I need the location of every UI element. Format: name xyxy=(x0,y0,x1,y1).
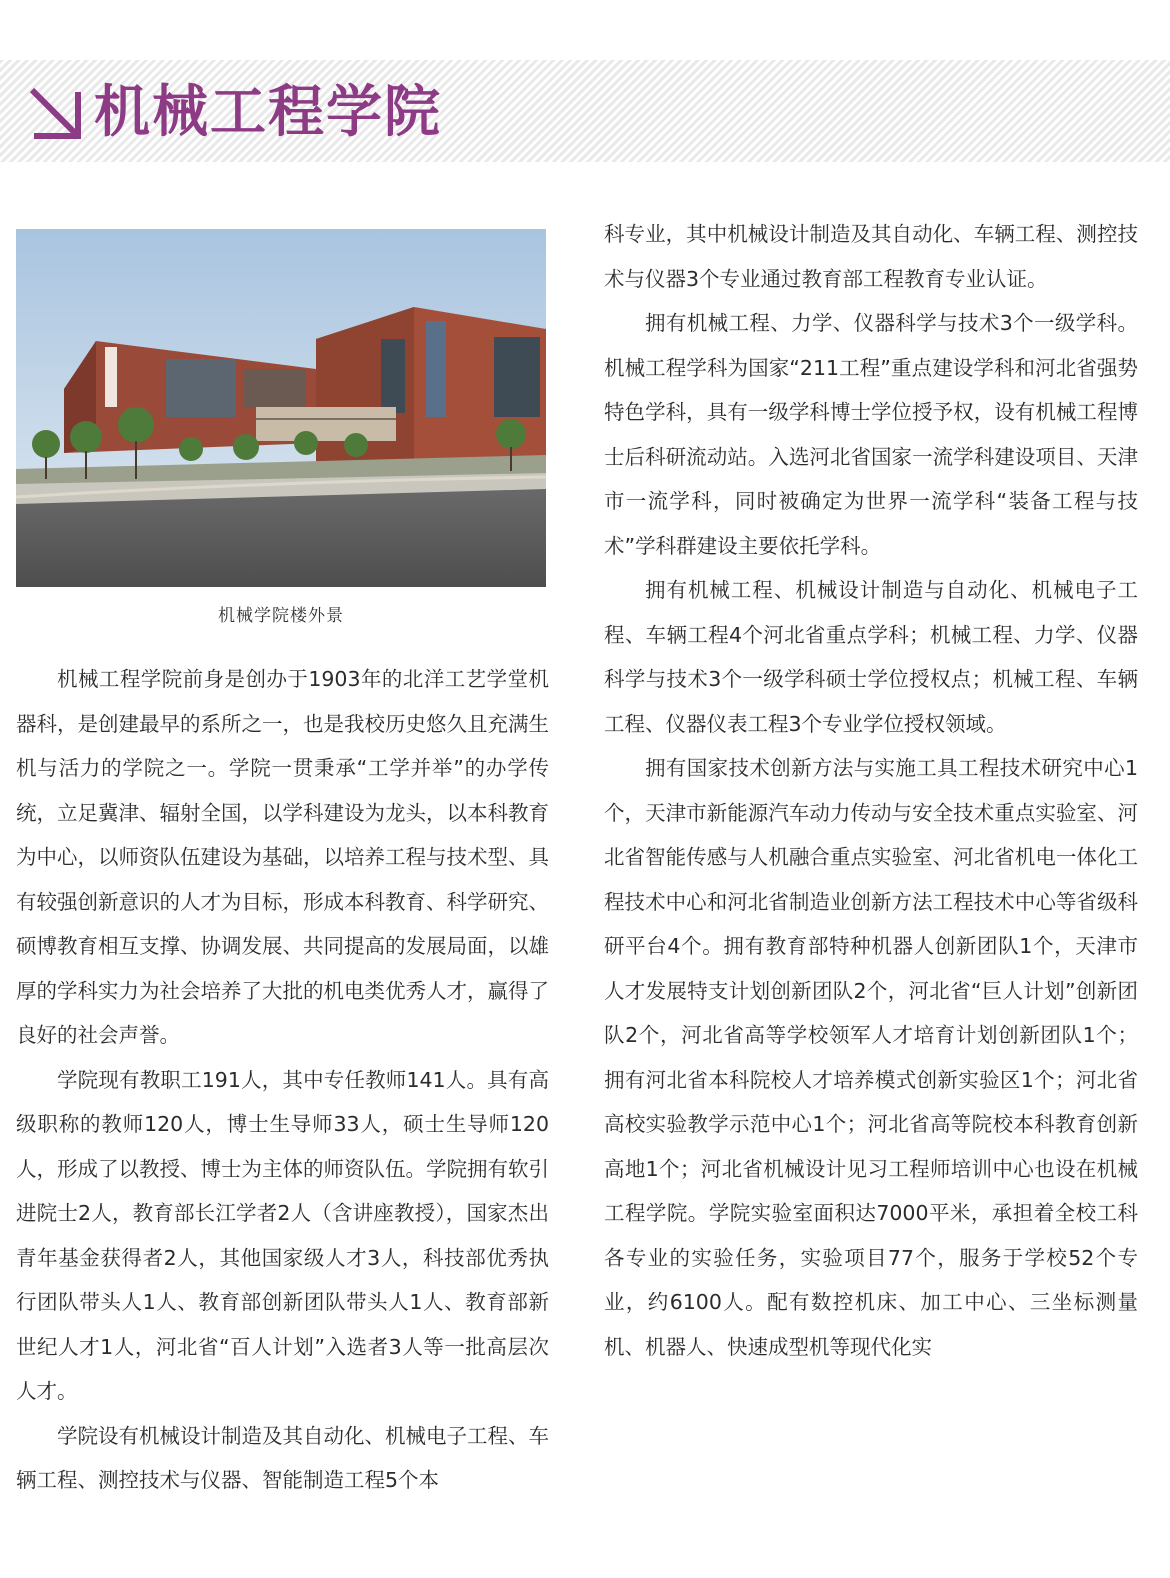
paragraph-platforms: 拥有国家技术创新方法与实施工具工程技术研究中心1个，天津市新能源汽车动力传动与安全技术重点实验室、河北省智能传感与人机融合重点实验室、河北省机电一体化工程技术中心和河北省制造业创新方法工程技术中心等省级科研平台4个。拥有教育部特种机器人创新团队1个，天津市人才发展特支计划创新团队2个，河北省“巨人计划”创新团队2个，河北省高等学校领军人才培育计划创新团队1个；拥有河北省本科院校人才培养模式创新实验区1个；河北省高校实验教学示范中心1个；河北省高等院校本科教育创新高地1个；河北省机械设计见习工程师培训中心也设在机械工程学院。学院实验室面积达7000平米，承担着全校工科各专业的实验任务，实验项目77个，服务于学校52个专业，约6100人。配有数控机床、加工中心、三坐标测量机、机器人、快速成型机等现代化实 xyxy=(604,756,1138,1359)
building-sign xyxy=(105,347,117,407)
left-column xyxy=(16,657,549,1503)
page-title: 机械工程学院 xyxy=(94,80,442,145)
paragraph-majors-continued: 科专业，其中机械设计制造及其自动化、车辆工程、测控技术与仪器3个专业通过教育部工程教育专业认证。 xyxy=(604,222,1138,291)
right-column xyxy=(604,212,1138,1369)
paragraph-faculty: 学院现有教职工191人，其中专任教师141人。具有高级职称的教师120人，博士生导师33人，硕士生导师120人，形成了以教授、博士为主体的师资队伍。学院拥有软引进院士2人，教育部长江学者2人（含讲座教授），国家杰出青年基金获得者2人，其他国家级人才3人，科技部优秀执行团队带头人1人、教育部创新团队带头人1人、教育部新世纪人才1人，河北省“百人计划”入选者3人等一批高层次人才。 xyxy=(16,1067,549,1403)
photo-caption: 机械学院楼外景 xyxy=(218,606,344,626)
paragraph-disciplines: 拥有机械工程、力学、仪器科学与技术3个一级学科。机械工程学科为国家“211工程”重点建设学科和河北省强势特色学科，具有一级学科博士学位授予权，设有机械工程博士后科研流动站。入选河北省国家一流学科建设项目、天津市一流学科，同时被确定为世界一流学科“装备工程与技术”学科群建设主要依托学科。 xyxy=(604,311,1138,558)
paragraph-key-disciplines: 拥有机械工程、机械设计制造与自动化、机械电子工程、车辆工程4个河北省重点学科；机械工程、力学、仪器科学与技术3个一级学科硕士学位授权点；机械工程、车辆工程、仪器仪表工程3个专业学位授权领域。 xyxy=(604,578,1138,736)
paragraph-majors: 学院设有机械设计制造及其自动化、机械电子工程、车辆工程、测控技术与仪器、智能制造工程5个本 xyxy=(16,1423,549,1492)
paragraph-history: 机械工程学院前身是创办于1903年的北洋工艺学堂机器科，是创建最早的系所之一，也是我校历史悠久且充满生机与活力的学院之一。学院一贯秉承“工学并举”的办学传统，立足冀津、辐射全国，以学科建设为龙头，以本科教育为中心，以师资队伍建设为基础，以培养工程与技术型、具有较强创新意识的人才为目标，形成本科教育、科学研究、硕博教育相互支撑、协调发展、共同提高的发展局面，以雄厚的学科实力为社会培养了大批的机电类优秀人才，赢得了良好的社会声誉。 xyxy=(16,667,549,1047)
building-photo xyxy=(16,229,546,587)
arrow-down-right-icon xyxy=(26,84,84,142)
